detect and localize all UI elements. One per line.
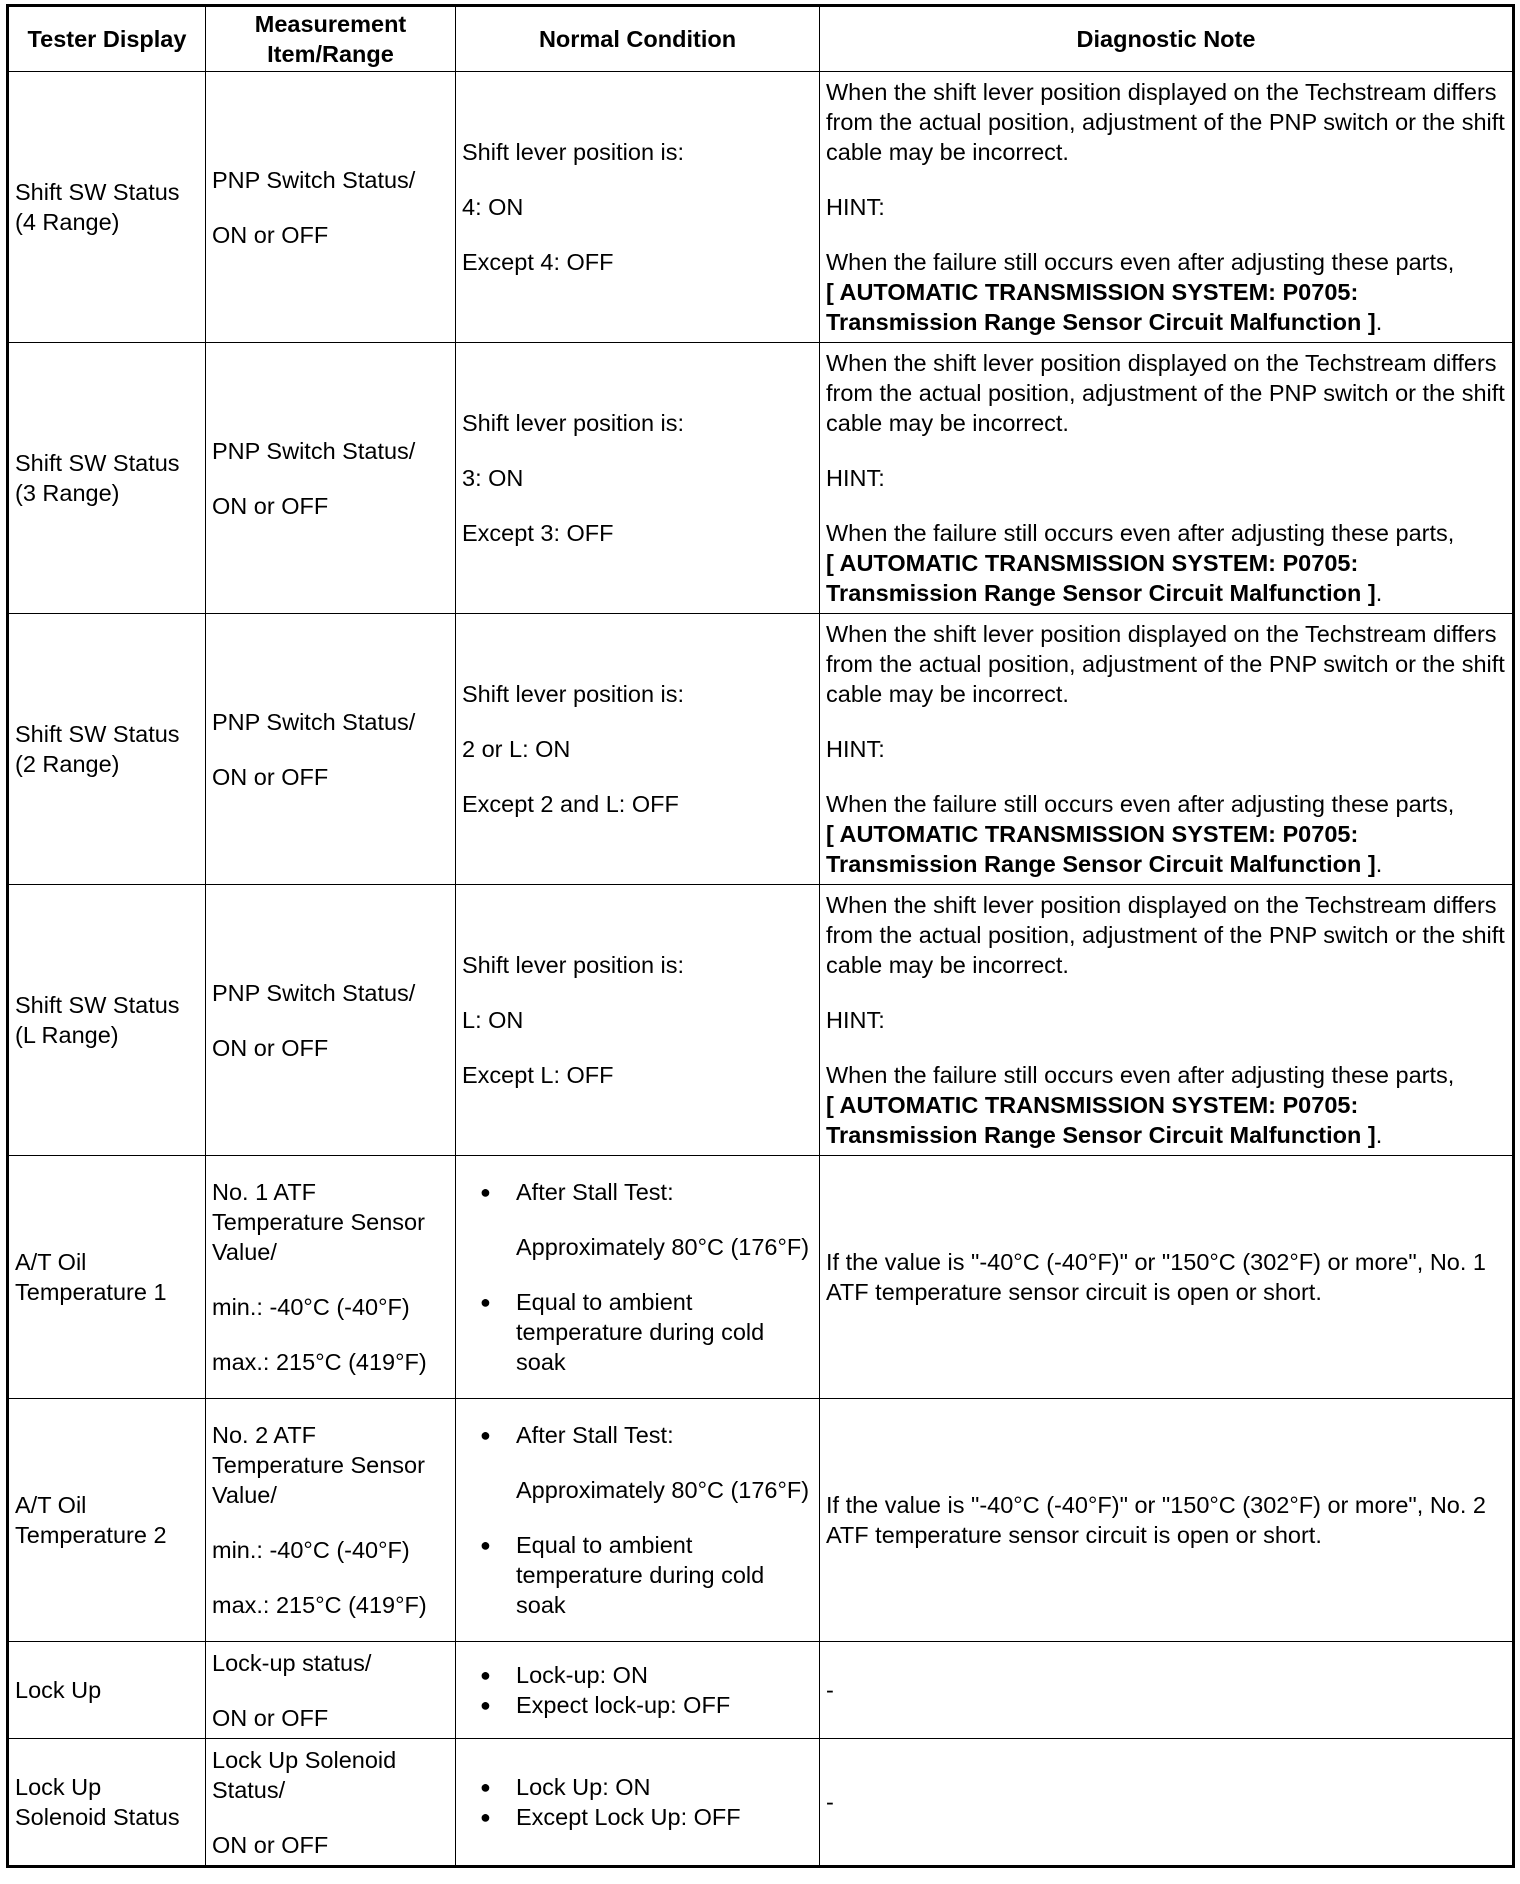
normal-condition-cell <box>456 1642 820 1739</box>
tester-display-cell: Shift SW Status (3 Range) <box>8 343 206 614</box>
header-tester-display: Tester Display <box>8 6 206 72</box>
note-text: When the failure still occurs even after adjusting these parts, <box>826 1062 1455 1088</box>
list-item: ● Lock-up: ON <box>462 1660 813 1690</box>
list-item: ● After Stall Test: Approximately 80°C (176°F) <box>462 1420 813 1505</box>
data-list-table <box>6 4 1515 1868</box>
diagnostic-note-cell <box>820 343 1514 614</box>
table-row <box>8 343 1514 614</box>
measurement-cell <box>206 614 456 885</box>
list-item: ● Expect lock-up: OFF <box>462 1690 813 1720</box>
condition-text: Except 3: OFF <box>462 520 614 546</box>
note-end: . <box>1375 1122 1383 1148</box>
measurement-range: ON or OFF <box>212 492 329 519</box>
reference-link[interactable]: [ AUTOMATIC TRANSMISSION SYSTEM: P0705: Transmission Range Sensor Circuit Malfunction ] <box>826 821 1376 877</box>
reference-link[interactable]: [ AUTOMATIC TRANSMISSION SYSTEM: P0705: Transmission Range Sensor Circuit Malfunction ] <box>826 1092 1376 1148</box>
measurement-cell <box>206 1642 456 1739</box>
table-row <box>8 1399 1514 1642</box>
measurement-range: ON or OFF <box>212 1034 329 1061</box>
measurement-cell <box>206 1739 456 1867</box>
note-end: . <box>1375 851 1383 877</box>
condition-text: Shift lever position is: <box>462 952 685 978</box>
measurement-range: ON or OFF <box>212 1704 329 1731</box>
measurement-cell <box>206 885 456 1156</box>
measurement-item: PNP Switch Status/ <box>212 979 416 1006</box>
measurement-item: PNP Switch Status/ <box>212 708 416 735</box>
diagnostic-note-cell: If the value is "-40°C (-40°F)" or "150°C (302°F) or more", No. 2 ATF temperature sensor circuit is open or short. <box>820 1399 1514 1642</box>
table-row <box>8 72 1514 343</box>
reference-link[interactable]: [ AUTOMATIC TRANSMISSION SYSTEM: P0705: Transmission Range Sensor Circuit Malfunction ] <box>826 550 1376 606</box>
note-text: When the shift lever position displayed on the Techstream differs from the actual position, adjustment of the PNP switch or the shift cable may be incorrect. <box>826 892 1505 978</box>
note-text: When the shift lever position displayed on the Techstream differs from the actual position, adjustment of the PNP switch or the shift cable may be incorrect. <box>826 79 1505 165</box>
table-row <box>8 1156 1514 1399</box>
measurement-item: Lock Up Solenoid Status/ <box>212 1746 397 1803</box>
condition-text: 4: ON <box>462 194 524 220</box>
note-end: . <box>1375 580 1383 606</box>
table-row <box>8 1739 1514 1867</box>
hint-label: HINT: <box>826 1007 885 1033</box>
condition-text: 3: ON <box>462 465 524 491</box>
tester-display-cell: Lock Up <box>8 1642 206 1739</box>
measurement-min: min.: -40°C (-40°F) <box>212 1294 410 1320</box>
tester-display-cell: A/T Oil Temperature 1 <box>8 1156 206 1399</box>
condition-text: Shift lever position is: <box>462 410 685 436</box>
tester-display-cell: A/T Oil Temperature 2 <box>8 1399 206 1642</box>
measurement-item: PNP Switch Status/ <box>212 166 416 193</box>
reference-link[interactable]: [ AUTOMATIC TRANSMISSION SYSTEM: P0705: Transmission Range Sensor Circuit Malfunction ] <box>826 279 1376 335</box>
header-normal-condition: Normal Condition <box>456 6 820 72</box>
condition-list <box>462 1660 813 1720</box>
table-row <box>8 885 1514 1156</box>
hint-label: HINT: <box>826 465 885 491</box>
condition-list <box>462 1420 813 1620</box>
condition-text: Shift lever position is: <box>462 139 685 165</box>
note-text: When the failure still occurs even after adjusting these parts, <box>826 520 1455 546</box>
measurement-max: max.: 215°C (419°F) <box>212 1592 427 1618</box>
normal-condition-cell <box>456 343 820 614</box>
condition-text: Except L: OFF <box>462 1062 614 1088</box>
measurement-range: ON or OFF <box>212 1831 329 1858</box>
measurement-item: No. 2 ATF Temperature Sensor Value/ <box>212 1422 425 1508</box>
tester-display-cell: Shift SW Status (2 Range) <box>8 614 206 885</box>
header-diagnostic-note: Diagnostic Note <box>820 6 1514 72</box>
condition-text: Except 4: OFF <box>462 249 614 275</box>
diagnostic-note-cell <box>820 614 1514 885</box>
condition-text: Except 2 and L: OFF <box>462 791 679 817</box>
measurement-cell <box>206 1399 456 1642</box>
measurement-cell <box>206 72 456 343</box>
measurement-max: max.: 215°C (419°F) <box>212 1349 427 1375</box>
normal-condition-cell <box>456 1156 820 1399</box>
list-item: ● Equal to ambient temperature during cold soak <box>462 1530 813 1620</box>
measurement-cell <box>206 343 456 614</box>
list-item: ● After Stall Test: Approximately 80°C (176°F) <box>462 1177 813 1262</box>
diagnostic-note-cell <box>820 72 1514 343</box>
diagnostic-note-cell <box>820 885 1514 1156</box>
header-measurement: Measurement Item/Range <box>206 6 456 72</box>
note-text: When the failure still occurs even after adjusting these parts, <box>826 249 1455 275</box>
measurement-range: ON or OFF <box>212 763 329 790</box>
tester-display-cell: Shift SW Status (4 Range) <box>8 72 206 343</box>
condition-list <box>462 1177 813 1377</box>
condition-text: Shift lever position is: <box>462 681 685 707</box>
measurement-cell <box>206 1156 456 1399</box>
hint-label: HINT: <box>826 194 885 220</box>
table-row <box>8 614 1514 885</box>
list-item: ● Lock Up: ON <box>462 1772 813 1802</box>
measurement-range: ON or OFF <box>212 221 329 248</box>
diagnostic-note-cell: If the value is "-40°C (-40°F)" or "150°C (302°F) or more", No. 1 ATF temperature sensor circuit is open or short. <box>820 1156 1514 1399</box>
condition-text: L: ON <box>462 1007 524 1033</box>
list-item: ● Except Lock Up: OFF <box>462 1802 813 1832</box>
note-text: When the shift lever position displayed on the Techstream differs from the actual position, adjustment of the PNP switch or the shift cable may be incorrect. <box>826 621 1505 707</box>
normal-condition-cell <box>456 885 820 1156</box>
hint-label: HINT: <box>826 736 885 762</box>
condition-list <box>462 1772 813 1832</box>
measurement-item: Lock-up status/ <box>212 1649 372 1676</box>
measurement-item: No. 1 ATF Temperature Sensor Value/ <box>212 1179 425 1265</box>
note-text: When the shift lever position displayed on the Techstream differs from the actual position, adjustment of the PNP switch or the shift cable may be incorrect. <box>826 350 1505 436</box>
table-row <box>8 1642 1514 1739</box>
diagnostic-note-cell: - <box>820 1739 1514 1867</box>
list-item: ● Equal to ambient temperature during cold soak <box>462 1287 813 1377</box>
tester-display-cell: Shift SW Status (L Range) <box>8 885 206 1156</box>
tester-display-cell: Lock Up Solenoid Status <box>8 1739 206 1867</box>
note-end: . <box>1375 309 1383 335</box>
note-text: When the failure still occurs even after adjusting these parts, <box>826 791 1455 817</box>
normal-condition-cell <box>456 1739 820 1867</box>
normal-condition-cell <box>456 614 820 885</box>
measurement-item: PNP Switch Status/ <box>212 437 416 464</box>
measurement-min: min.: -40°C (-40°F) <box>212 1537 410 1563</box>
condition-text: 2 or L: ON <box>462 736 571 762</box>
header-row <box>8 6 1514 72</box>
diagnostic-note-cell: - <box>820 1642 1514 1739</box>
normal-condition-cell <box>456 72 820 343</box>
normal-condition-cell <box>456 1399 820 1642</box>
